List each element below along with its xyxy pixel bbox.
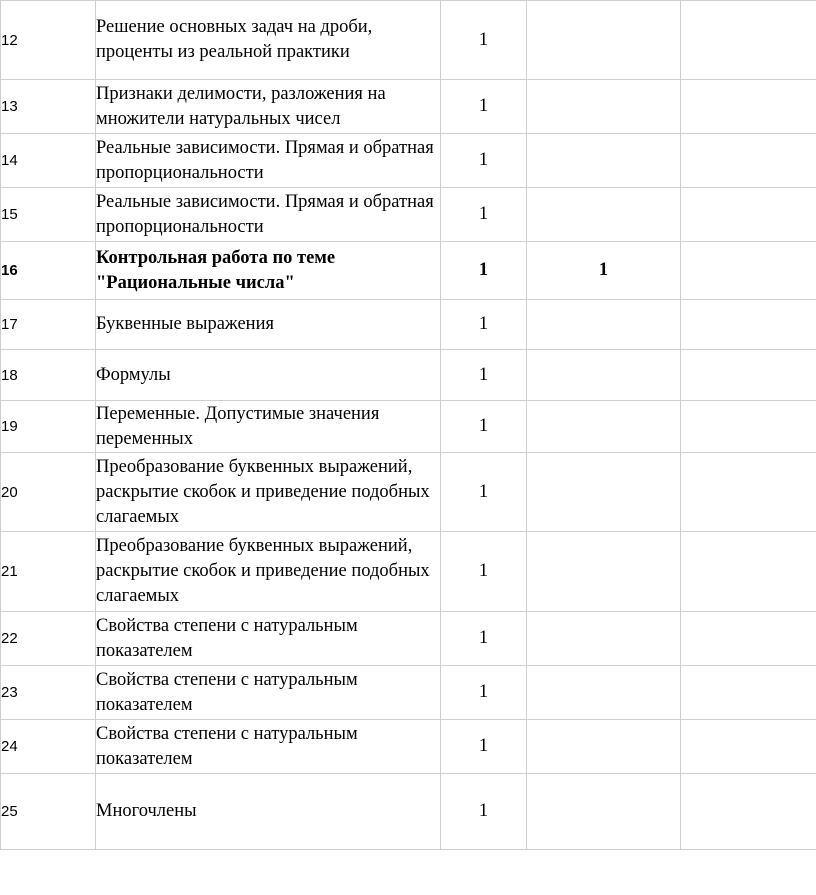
empty-cell bbox=[681, 666, 816, 720]
lesson-number: 13 bbox=[1, 80, 96, 134]
lesson-topic: Решение основных задач на дроби, проценты из реальной практики bbox=[96, 1, 441, 80]
empty-cell bbox=[681, 401, 816, 453]
lesson-number: 19 bbox=[1, 401, 96, 453]
lesson-number: 20 bbox=[1, 453, 96, 532]
control-work-count bbox=[527, 612, 681, 666]
control-work-count bbox=[527, 300, 681, 350]
lesson-hours: 1 bbox=[441, 453, 527, 532]
table-row bbox=[1, 300, 816, 350]
lesson-hours: 1 bbox=[441, 612, 527, 666]
lesson-number: 24 bbox=[1, 720, 96, 774]
table-row bbox=[1, 242, 816, 300]
empty-cell bbox=[681, 453, 816, 532]
table-row bbox=[1, 532, 816, 612]
lesson-hours: 1 bbox=[441, 774, 527, 850]
lesson-hours: 1 bbox=[441, 532, 527, 612]
table-row bbox=[1, 80, 816, 134]
lesson-number: 23 bbox=[1, 666, 96, 720]
lesson-topic: Формулы bbox=[96, 350, 441, 401]
lesson-topic: Свойства степени с натуральным показателем bbox=[96, 720, 441, 774]
control-work-count bbox=[527, 532, 681, 612]
lesson-topic: Преобразование буквенных выражений, раскрытие скобок и приведение подобных слагаемых bbox=[96, 453, 441, 532]
table-row bbox=[1, 453, 816, 532]
control-work-count bbox=[527, 453, 681, 532]
control-work-count bbox=[527, 774, 681, 850]
lesson-number: 17 bbox=[1, 300, 96, 350]
lesson-hours: 1 bbox=[441, 300, 527, 350]
control-work-count: 1 bbox=[527, 242, 681, 300]
lesson-topic: Преобразование буквенных выражений, раскрытие скобок и приведение подобных слагаемых bbox=[96, 532, 441, 612]
control-work-count bbox=[527, 134, 681, 188]
table-row bbox=[1, 720, 816, 774]
table-row bbox=[1, 401, 816, 453]
lesson-hours: 1 bbox=[441, 134, 527, 188]
lesson-topic: Буквенные выражения bbox=[96, 300, 441, 350]
control-work-count bbox=[527, 720, 681, 774]
lesson-number: 25 bbox=[1, 774, 96, 850]
lesson-hours: 1 bbox=[441, 401, 527, 453]
empty-cell bbox=[681, 80, 816, 134]
lesson-hours: 1 bbox=[441, 720, 527, 774]
lesson-number: 16 bbox=[1, 242, 96, 300]
table-row bbox=[1, 774, 816, 850]
lesson-hours: 1 bbox=[441, 188, 527, 242]
lesson-topic: Реальные зависимости. Прямая и обратная пропорциональности bbox=[96, 188, 441, 242]
empty-cell bbox=[681, 612, 816, 666]
table-row bbox=[1, 666, 816, 720]
empty-cell bbox=[681, 532, 816, 612]
lesson-hours: 1 bbox=[441, 242, 527, 300]
lesson-number: 14 bbox=[1, 134, 96, 188]
empty-cell bbox=[681, 188, 816, 242]
lesson-hours: 1 bbox=[441, 666, 527, 720]
empty-cell bbox=[681, 242, 816, 300]
table-row bbox=[1, 350, 816, 401]
lesson-topic: Признаки делимости, разложения на множители натуральных чисел bbox=[96, 80, 441, 134]
table-row bbox=[1, 188, 816, 242]
table-row bbox=[1, 1, 816, 80]
lesson-number: 12 bbox=[1, 1, 96, 80]
lesson-hours: 1 bbox=[441, 1, 527, 80]
empty-cell bbox=[681, 350, 816, 401]
control-work-count bbox=[527, 188, 681, 242]
lesson-topic: Переменные. Допустимые значения переменных bbox=[96, 401, 441, 453]
lesson-topic: Свойства степени с натуральным показателем bbox=[96, 666, 441, 720]
table-row bbox=[1, 134, 816, 188]
lesson-topic: Контрольная работа по теме "Рациональные числа" bbox=[96, 242, 441, 300]
empty-cell bbox=[681, 720, 816, 774]
lesson-topic: Реальные зависимости. Прямая и обратная пропорциональности bbox=[96, 134, 441, 188]
control-work-count bbox=[527, 1, 681, 80]
lesson-topic: Свойства степени с натуральным показателем bbox=[96, 612, 441, 666]
lesson-number: 22 bbox=[1, 612, 96, 666]
control-work-count bbox=[527, 350, 681, 401]
lesson-number: 21 bbox=[1, 532, 96, 612]
lesson-topic: Многочлены bbox=[96, 774, 441, 850]
control-work-count bbox=[527, 80, 681, 134]
empty-cell bbox=[681, 134, 816, 188]
lesson-number: 15 bbox=[1, 188, 96, 242]
lesson-number: 18 bbox=[1, 350, 96, 401]
lesson-hours: 1 bbox=[441, 80, 527, 134]
lesson-hours: 1 bbox=[441, 350, 527, 401]
table-row bbox=[1, 612, 816, 666]
control-work-count bbox=[527, 666, 681, 720]
control-work-count bbox=[527, 401, 681, 453]
empty-cell bbox=[681, 300, 816, 350]
empty-cell bbox=[681, 774, 816, 850]
empty-cell bbox=[681, 1, 816, 80]
